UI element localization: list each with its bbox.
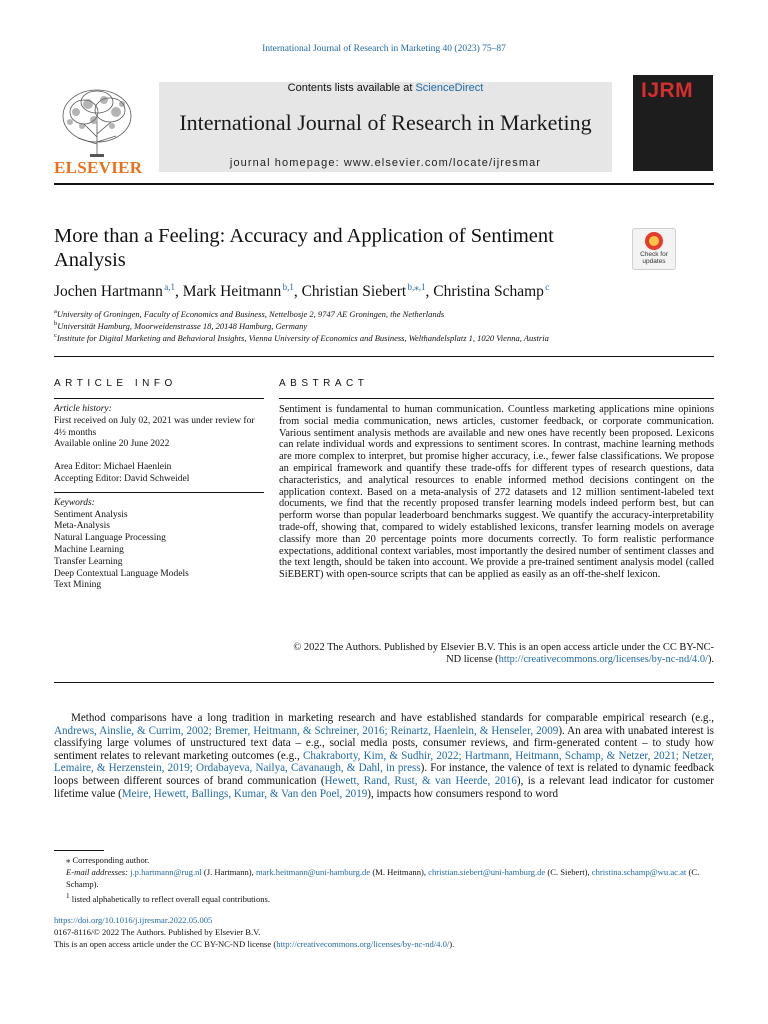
affiliation <box>54 332 714 343</box>
contents-prefix: Contents lists available at <box>287 82 416 94</box>
intro-paragraph <box>54 712 714 800</box>
open-access-end: ). <box>449 938 455 949</box>
abstract-bottom-rule <box>54 682 714 683</box>
history-label: Article history: <box>54 404 112 414</box>
section-rule <box>54 356 714 357</box>
author-affiliation-marker[interactable]: b,1 <box>282 282 294 292</box>
footnote-text: listed alphabetically to reflect overall equal contributions. <box>69 893 271 904</box>
footnotes <box>54 854 714 905</box>
contents-line <box>159 82 612 94</box>
affiliation-text: University of Groningen, Faculty of Economics and Business, Nettelbosje 2, 9747 AE Groningen, the Netherlands <box>56 308 445 319</box>
keywords-label: Keywords: <box>54 497 95 508</box>
article-info-heading: ARTICLE INFO <box>54 378 177 389</box>
abstract-rule <box>279 398 714 399</box>
footnote-rule <box>54 850 104 851</box>
affiliation-marker: a <box>54 308 57 315</box>
elsevier-wordmark: ELSEVIER <box>54 158 143 177</box>
body-text: ), is a relevant lead indicator for customer lifetime value ( <box>54 774 714 800</box>
check-updates-icon-center <box>649 236 659 246</box>
open-access-text: This is an open access article under the CC BY-NC-ND license ( <box>54 938 277 949</box>
affiliation-marker: c <box>54 332 57 339</box>
email-owner: (M. Heitmann), <box>370 867 429 877</box>
email-owner: (C. Siebert), <box>545 867 592 877</box>
article-title: More than a Feeling: Accuracy and Application of Sentiment Analysis <box>54 225 554 271</box>
affiliation-marker: b <box>54 320 58 327</box>
check-updates-label: Check for updates <box>640 251 668 265</box>
accepting-editor: Accepting Editor: David Schweidel <box>54 473 190 484</box>
area-editor: Area Editor: Michael Haenlein <box>54 462 172 473</box>
keyword: Machine Learning <box>54 544 124 555</box>
abstract-heading: ABSTRACT <box>279 378 369 389</box>
license-link[interactable]: http://creativecommons.org/licenses/by-nc-nd/4.0/ <box>276 938 450 949</box>
keyword: Text Mining <box>54 580 102 591</box>
doi-block <box>54 915 714 950</box>
email-addresses <box>54 866 714 890</box>
citation-link[interactable]: Chakraborty, Kim, & Sudhir, 2022; Hartmann, Heitmann, Schamp, & Netzer, 2021; Netzer, Lemaire, & Herzenstein, 2019; Ordabayeva, Nailya, Cavanaugh, & Dahl, in press <box>54 749 714 775</box>
affiliation-text: Institute for Digital Marketing and Behavioral Insights, Vienna University of Economics and Business, Welthandelsplatz 1, 1020 Vienna, Austria <box>56 332 549 343</box>
keyword: Deep Contextual Language Models <box>54 568 189 579</box>
article-info-rule <box>54 398 264 399</box>
body-text: ). An area with unabated interest is classifying large volumes of unstructured text data – e.g., social media posts, consumer reviews, and firm-generated content – to study how sentiment relates to relevant marketing outcomes (e.g., <box>54 724 714 762</box>
citation-link[interactable]: Andrews, Ainslie, & Currim, 2002; Bremer, Heitmann, & Schreiner, 2016; Reinartz, Haenlein, & Henseler, 2009 <box>54 724 559 737</box>
author-name[interactable]: Christian Siebert <box>301 283 407 301</box>
history-received: First received on July 02, 2021 was under review for 4½ months <box>54 415 255 438</box>
author-name[interactable]: Jochen Hartmann <box>54 283 163 301</box>
citation-link[interactable]: Meire, Hewett, Ballings, Kumar, & Van den Poel, 2019 <box>121 787 368 800</box>
open-access-line <box>54 939 714 951</box>
journal-cover-title: IJRM <box>641 79 694 102</box>
keyword: Sentiment Analysis <box>54 509 128 520</box>
journal-homepage[interactable]: journal homepage: www.elsevier.com/locate/ijresmar <box>229 157 542 169</box>
body-text: ), impacts how consumers respond to word <box>367 787 559 800</box>
author-affiliation-marker[interactable]: c <box>545 282 550 292</box>
citation-link[interactable]: Hewett, Rand, Rust, & van Heerde, 2016 <box>324 774 517 787</box>
email-link[interactable]: mark.heitmann@uni-hamburg.de <box>255 867 371 877</box>
copyright-text: © 2022 The Authors. Published by Elsevier B.V. This is an open access article under the CC BY-NC-ND license ( <box>293 642 714 665</box>
license-link[interactable]: http://creativecommons.org/licenses/by-nc-nd/4.0/ <box>498 653 708 665</box>
footnote-marker: 1 <box>66 892 70 900</box>
keyword: Natural Language Processing <box>54 533 166 544</box>
history-online: Available online 20 June 2022 <box>54 439 170 450</box>
doi-link[interactable]: https://doi.org/10.1016/j.ijresmar.2022.05.005 <box>54 915 213 925</box>
article-info-panel <box>54 404 264 592</box>
check-for-updates-badge[interactable] <box>632 228 676 270</box>
email-link[interactable]: j.p.hartmann@rug.nl <box>130 867 202 877</box>
author-list: Jochen Hartmann $^{a,1}$, Mark Heitmann $^{b,1}$, Christian Siebert $^{b,⁎,1}$, Christina Schamp $^c$ <box>54 282 550 301</box>
journal-name: International Journal of Research in Marketing <box>179 110 592 135</box>
keyword: Transfer Learning <box>54 556 123 567</box>
body-text: Method comparisons have a long tradition in marketing research and have established standards for comparable empirical research (e.g., <box>71 712 714 724</box>
email-owner: (C. Schamp). <box>66 867 700 889</box>
corresponding-author-note: ⁎ Corresponding author. <box>66 855 150 865</box>
email-link[interactable]: christina.schamp@wu.ac.at <box>591 867 687 877</box>
issn-line: 0167-8116/© 2022 The Authors. Published by Elsevier B.V. <box>54 926 261 937</box>
abstract-text: Sentiment is fundamental to human communication. Countless marketing applications mine opinions from social media communication, news articles, customer feedback, or corporate communication. Various sentiment analysis methods are available and new ones have recently been proposed. Lexicons can relate individual words and expressions to sentiment scores. In contrast, machine learning methods are more complex to interpret, but promise higher accuracy, i.e., fewer false classifications. We propose an empirical framework and quantify these trade-offs for different types of research questions, data characteristics, and analytical resources to enable informed method decisions contingent on the application context. Based on a meta-analysis of 272 datasets and 12 million sentiment-labeled text documents, we find that the recently proposed transfer learning models indeed perform best, but can perform worse than popular leaderboard benchmarks suggest. We quantify the accuracy-interpretability trade-off, showing that, compared to widely established lexicons, transfer learning models on average classify more than 20 percentage points more documents correctly. To form realistic performance expectations, additional context variables, most importantly the desired number of sentiment classes and the text length, should be taken into account. We provide a pre-trained sentiment analysis model (called SiEBERT) with open-source scripts that can be applied as easily as an off-the-shelf lexicon. <box>279 404 714 581</box>
author-affiliation-marker[interactable]: b,⁎,1 <box>407 282 426 292</box>
copyright-notice <box>279 642 714 666</box>
equal-contribution-note <box>54 890 714 905</box>
author-affiliation-marker[interactable]: a,1 <box>164 282 175 292</box>
affiliation <box>54 320 714 331</box>
email-link[interactable]: christian.siebert@uni-hamburg.de <box>428 867 546 877</box>
body-text: ). For instance, the valence of text is related to dynamic feedback loops between different sources of brand communication ( <box>54 762 714 787</box>
affiliation <box>54 308 714 319</box>
sciencedirect-link[interactable]: ScienceDirect <box>415 82 484 94</box>
journal-citation[interactable]: International Journal of Research in Marketing 40 (2023) 75–87 <box>262 44 506 54</box>
author-name[interactable]: Mark Heitmann <box>182 283 282 301</box>
keywords-rule <box>54 492 264 493</box>
email-label: E-mail addresses: <box>66 867 128 877</box>
keyword: Meta-Analysis <box>54 521 110 532</box>
affiliation-text: Universität Hamburg, Moorweidenstrasse 18, 20148 Hamburg, Germany <box>57 320 308 331</box>
email-owner: (J. Hartmann), <box>201 867 256 877</box>
copyright-end: ). <box>707 653 714 665</box>
author-name[interactable]: Christina Schamp <box>433 283 544 301</box>
header-rule <box>54 183 714 185</box>
